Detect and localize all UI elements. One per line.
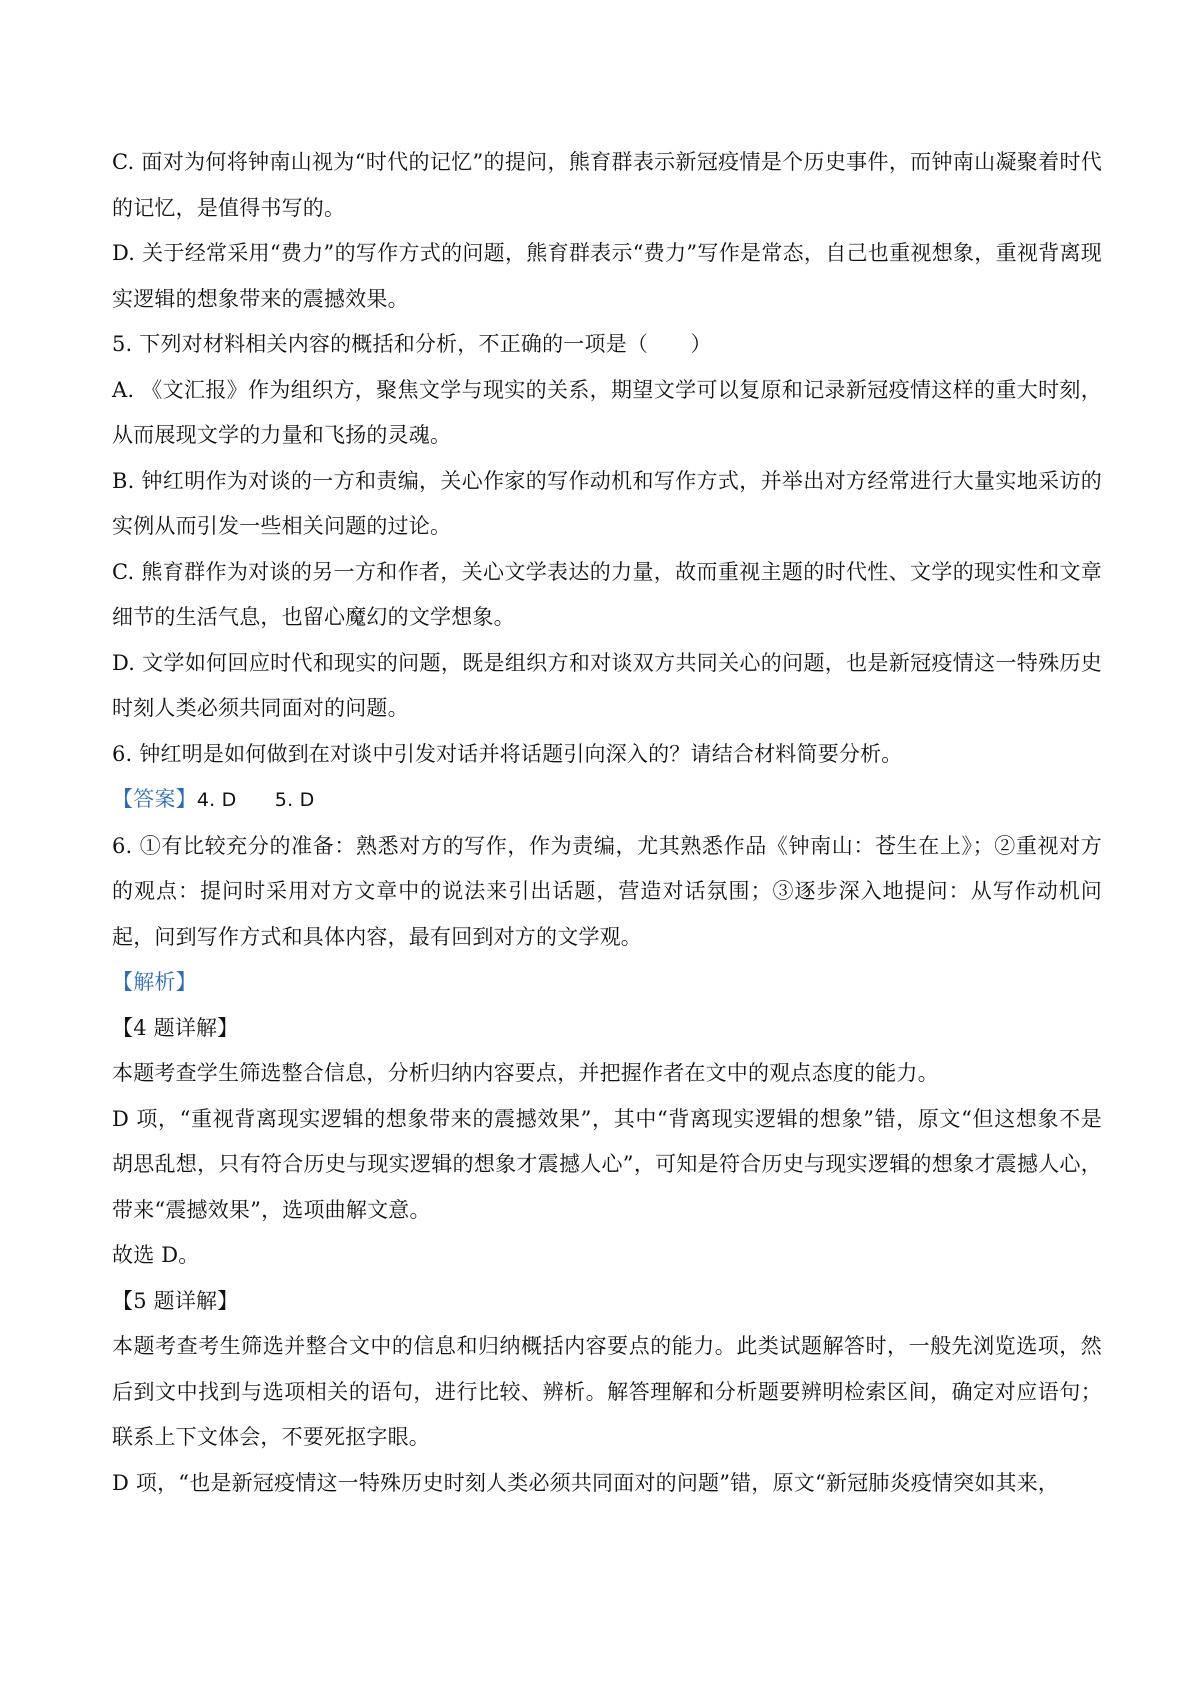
analysis-tag: 【解析】	[112, 970, 197, 994]
page-content	[112, 140, 1102, 1506]
answer-6: 6. ①有比较充分的准备：熟悉对方的写作，作为责编，尤其熟悉作品《钟南山：苍生在上》；②重视对方的观点：提问时采用对方文章中的说法来引出话题，营造对话氛围；③逐步深入地提问：从写作动机问起，问到写作方式和具体内容，最有回到对方的文学观。	[112, 833, 1102, 949]
detail4-p1: 本题考查学生筛选整合信息，分析归纳内容要点，并把握作者在文中的观点态度的能力。	[112, 1061, 939, 1085]
detail5-p1: 本题考查考生筛选并整合文中的信息和归纳概括内容要点的能力。此类试题解答时，一般先浏览选项，然后到文中找到与选项相关的语句，进行比较、辨析。解答理解和分析题要辨明检索区间，确定对应语句；联系上下文体会，不要死抠字眼。	[112, 1334, 1102, 1449]
detail4-heading: 【4 题详解】	[112, 1015, 239, 1040]
q6-stem: 6. 钟红明是如何做到在对谈中引发对话并将话题引向深入的？请结合材料简要分析。	[112, 741, 903, 766]
q5-option-d: D. 文学如何回应时代和现实的问题，既是组织方和对谈双方共同关心的问题，也是新冠疫情这一特殊历史时刻人类必须共同面对的问题。	[112, 650, 1102, 720]
detail5-p2: D 项，“也是新冠疫情这一特殊历史时刻人类必须共同面对的问题”错，原文“新冠肺炎疫情突如其来，	[112, 1470, 1060, 1495]
q5-option-c: C. 熊育群作为对谈的另一方和作者，关心文学表达的力量，故而重视主题的时代性、文学的现实性和文章细节的生活气息，也留心魔幻的文学想象。	[112, 559, 1102, 629]
q5-stem: 5. 下列对材料相关内容的概括和分析，不正确的一项是（ ）	[112, 332, 712, 356]
answer-line	[112, 777, 1102, 824]
answer-text: 4. D 5. D	[196, 789, 315, 811]
answer-tag: 【答案】	[112, 787, 197, 811]
detail5-heading: 【5 题详解】	[112, 1288, 239, 1313]
q5-option-a: A. 《文汇报》作为组织方，聚焦文学与现实的关系，期望文学可以复原和记录新冠疫情这样的重大时刻，从而展现文学的力量和飞扬的灵魂。	[112, 377, 1102, 447]
detail4-p3: 故选 D。	[112, 1243, 200, 1267]
detail4-p2: D 项，“重视背离现实逻辑的想象带来的震撼效果”，其中“背离现实逻辑的想象”错，原文“但这想象不是胡思乱想，只有符合历史与现实逻辑的想象才震撼人心”，可知是符合历史与现实逻辑的想象才震撼人心，带来“震撼效果”，选项曲解文意。	[112, 1106, 1102, 1222]
q4-option-d: D. 关于经常采用“费力”的写作方式的问题，熊育群表示“费力”写作是常态，自己也重视想象，重视背离现实逻辑的想象带来的震撼效果。	[112, 241, 1102, 311]
q5-option-b: B. 钟红明作为对谈的一方和责编，关心作家的写作动机和写作方式，并举出对方经常进行大量实地采访的实例从而引发一些相关问题的过论。	[112, 468, 1102, 538]
q4-option-c: C. 面对为何将钟南山视为“时代的记忆”的提问，熊育群表示新冠疫情是个历史事件，而钟南山凝聚着时代的记忆，是值得书写的。	[112, 150, 1102, 220]
